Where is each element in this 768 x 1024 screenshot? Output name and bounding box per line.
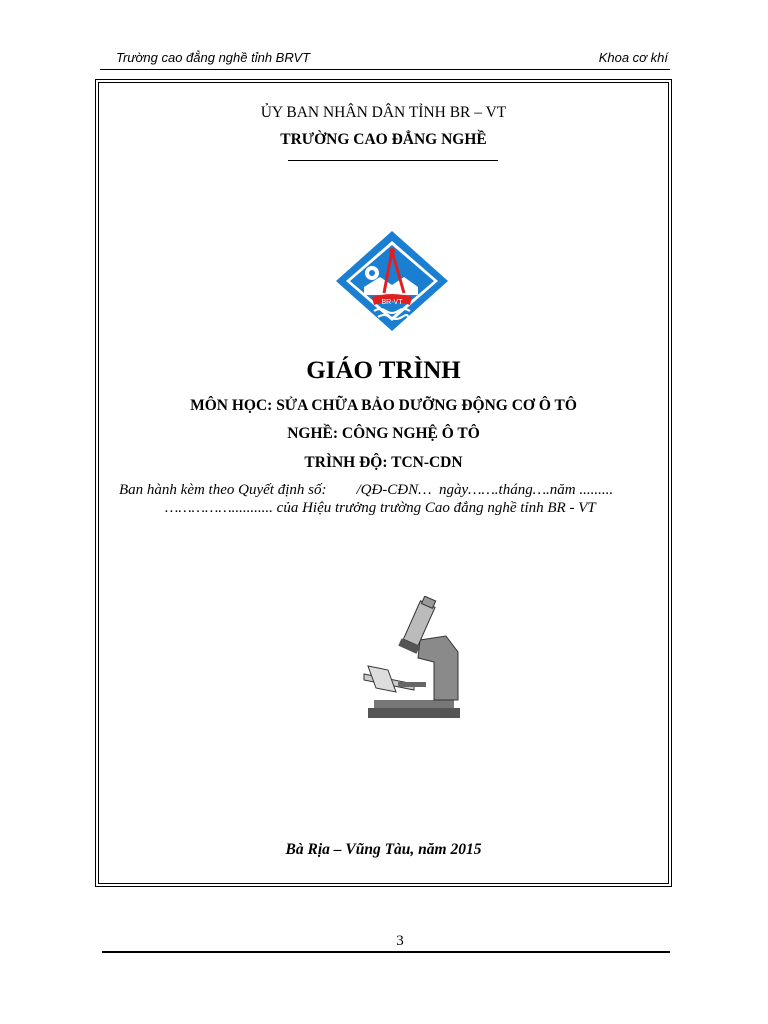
place-date: Bà Rịa – Vũng Tàu, năm 2015 [285,841,482,858]
org-name: ỦY BAN NHÂN DÂN TỈNH BR – VT [260,104,507,121]
document-title: GIÁO TRÌNH [306,357,461,384]
page-number: 3 [396,933,404,949]
level-line: TRÌNH ĐỘ: TCN-CDN [304,454,463,471]
microscope-icon [358,596,462,730]
subject-line: MÔN HỌC: SỬA CHỮA BẢO DƯỠNG ĐỘNG CƠ Ô TÔ [190,397,577,414]
header-school-name: Trường cao đẳng nghề tỉnh BRVT [116,50,311,65]
footer-rule [102,951,670,953]
logo-label: BR-VT [381,299,403,306]
school-underline [288,160,498,161]
school-logo [334,229,450,333]
header-rule [100,69,670,70]
header-department: Khoa cơ khí [598,50,668,65]
decision-line-1: Ban hành kèm theo Quyết định số: /QĐ-CĐN… ngày…….tháng….năm ......... [119,482,614,498]
school-name: TRƯỜNG CAO ĐẲNG NGHỀ [280,131,487,148]
profession-line: NGHỀ: CÔNG NGHỆ Ô TÔ [287,425,480,442]
decision-line-2: ……………........... của Hiệu trưởng trường Cao đẳng nghề tỉnh BR - VT [165,500,596,516]
